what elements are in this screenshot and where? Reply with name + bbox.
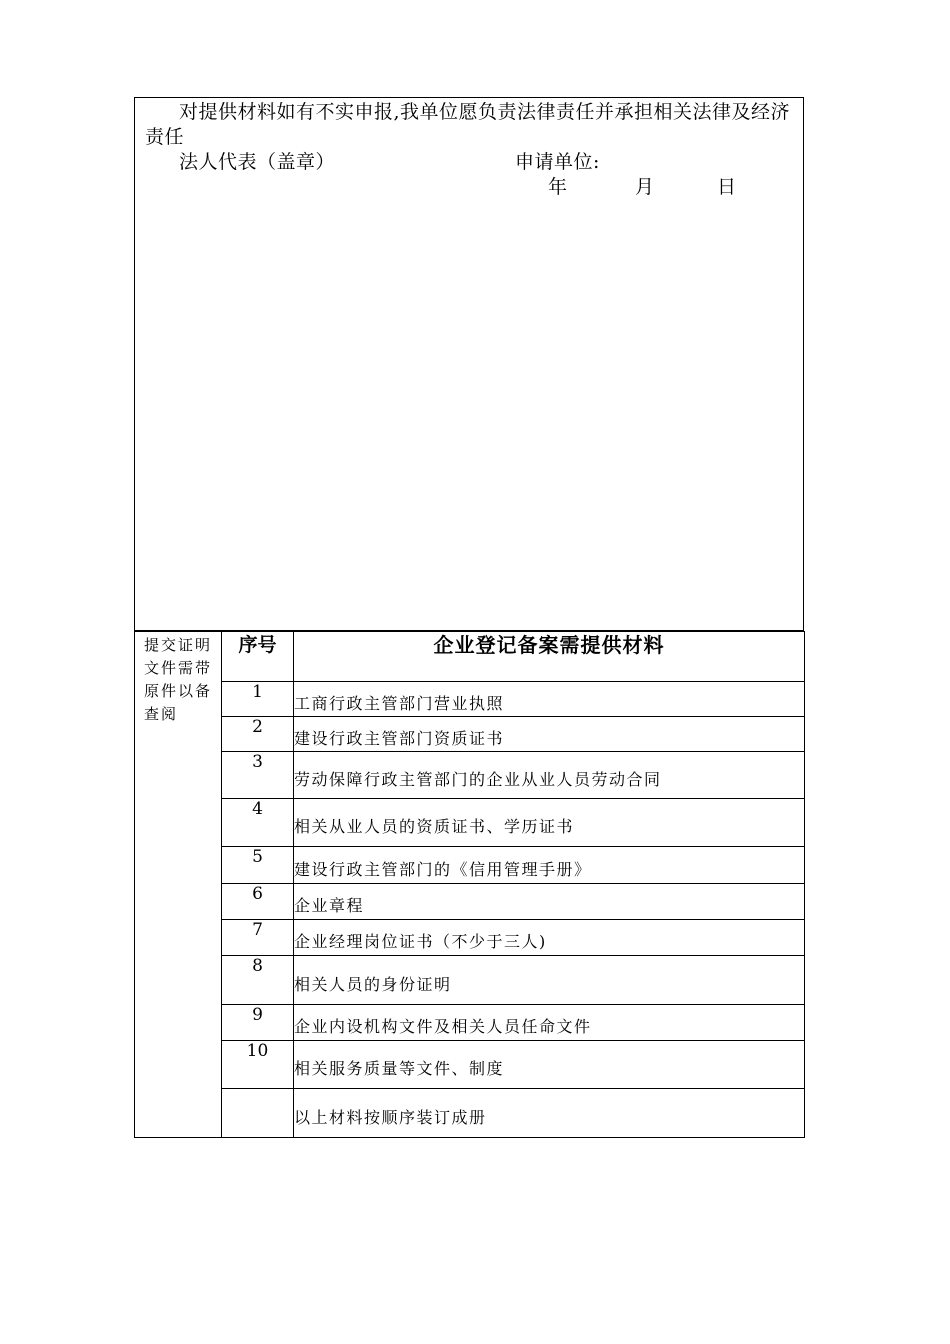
row-item <box>294 920 805 956</box>
table-row <box>135 752 805 799</box>
row-item-text: 劳动保障行政主管部门的企业从业人员劳动合同 <box>294 769 662 789</box>
row-seq: 1 <box>222 682 294 717</box>
row-seq: 9 <box>222 1005 294 1041</box>
table-row <box>135 682 805 717</box>
row-seq <box>222 1089 294 1138</box>
row-item-text: 企业章程 <box>294 896 365 915</box>
row-item <box>294 956 805 1005</box>
row-item <box>294 752 805 799</box>
row-item-text: 相关人员的身份证明 <box>294 974 452 994</box>
row-item <box>294 1005 805 1041</box>
row-item-text: 工商行政主管部门营业执照 <box>294 693 505 713</box>
row-seq: 3 <box>222 752 294 799</box>
table-row <box>135 847 805 884</box>
date-year-label: 年 <box>548 176 568 198</box>
row-item-text: 企业经理岗位证书（不少于三人) <box>294 932 547 951</box>
date-day-label: 日 <box>717 176 737 198</box>
table-header-row <box>135 632 805 682</box>
table-row <box>135 799 805 847</box>
row-seq: 4 <box>222 799 294 847</box>
row-seq: 8 <box>222 956 294 1005</box>
row-item-text: 建设行政主管部门资质证书 <box>294 728 505 748</box>
date-month-label: 月 <box>635 176 655 198</box>
row-item <box>294 847 805 884</box>
row-item <box>294 1041 805 1089</box>
legal-representative-label: 法人代表（盖章） <box>179 151 336 173</box>
row-item <box>294 682 805 717</box>
row-seq: 10 <box>222 1041 294 1089</box>
table-row <box>135 1041 805 1089</box>
row-item <box>294 1089 805 1138</box>
row-item-text: 相关服务质量等文件、制度 <box>294 1059 505 1078</box>
row-item <box>294 884 805 920</box>
applicant-unit-label: 申请单位: <box>515 151 600 173</box>
row-seq: 5 <box>222 847 294 884</box>
declaration-box <box>134 97 804 631</box>
row-item-text: 相关从业人员的资质证书、学历证书 <box>294 817 575 836</box>
row-item-text: 企业内设机构文件及相关人员任命文件 <box>294 1017 592 1036</box>
row-item <box>294 799 805 847</box>
table-row <box>135 956 805 1005</box>
materials-table <box>134 631 805 1138</box>
side-label: 提交证明文件需带原件以备查阅 <box>144 636 213 723</box>
table-row <box>135 1089 805 1138</box>
side-label-cell <box>135 632 222 1138</box>
table-row <box>135 920 805 956</box>
header-title: 企业登记备案需提供材料 <box>294 632 805 682</box>
table-row <box>135 1005 805 1041</box>
row-item-text: 建设行政主管部门的《信用管理手册》 <box>294 859 592 879</box>
table-row <box>135 717 805 752</box>
table-row <box>135 884 805 920</box>
row-item-text: 以上材料按顺序装订成册 <box>294 1107 487 1127</box>
header-seq: 序号 <box>222 632 294 682</box>
declaration-statement: 对提供材料如有不实申报,我单位愿负责法律责任并承担相关法律及经济责任 <box>145 101 791 148</box>
row-seq: 6 <box>222 884 294 920</box>
row-item <box>294 717 805 752</box>
row-seq: 7 <box>222 920 294 956</box>
row-seq: 2 <box>222 717 294 752</box>
